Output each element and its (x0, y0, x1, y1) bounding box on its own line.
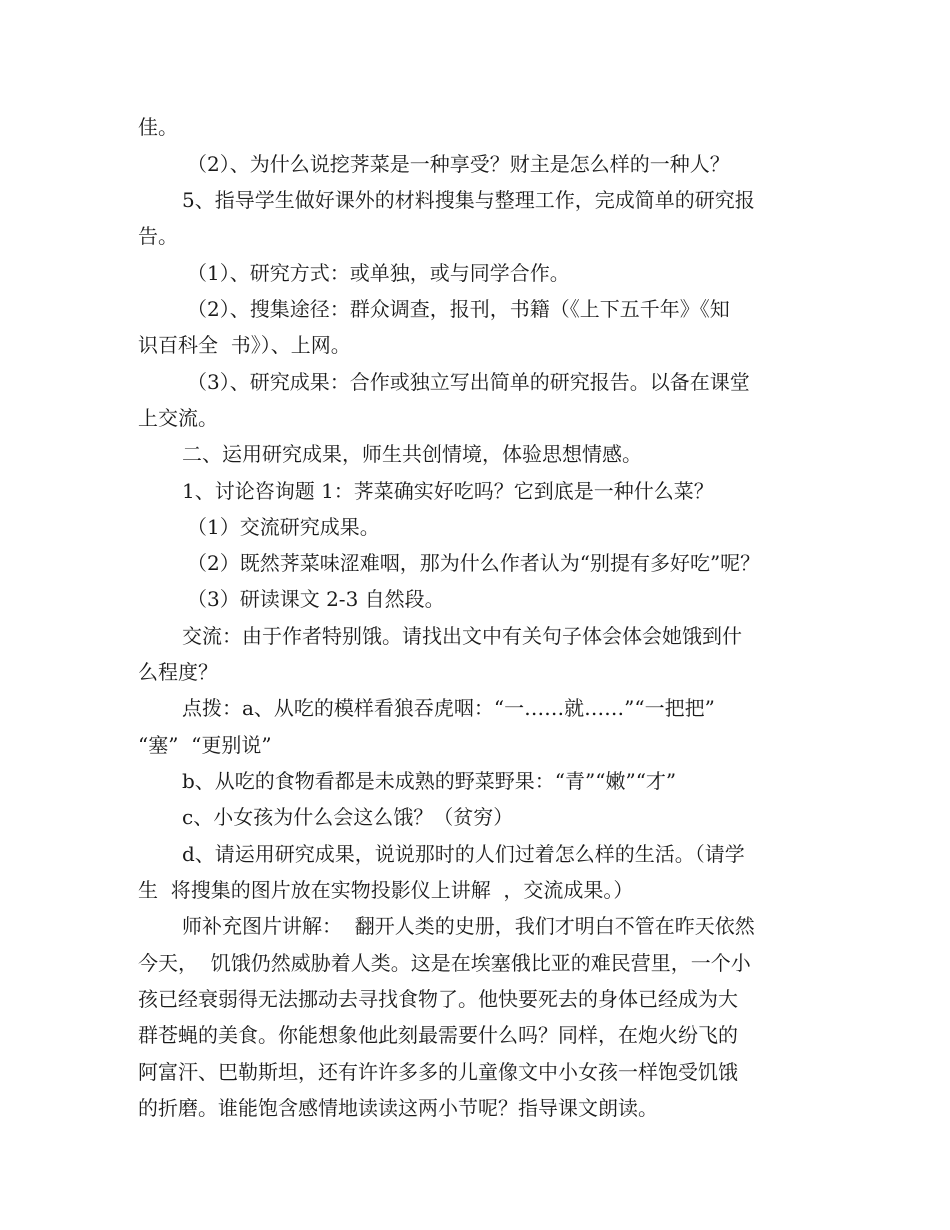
text-line: 佳。 (138, 115, 178, 139)
text-line: 5、指导学生做好课外的材料搜集与整理工作，完成简单的研究报 (182, 188, 755, 212)
text-line: b、从吃的食物看都是未成熟的野菜野果：“青”“嫩”“才” (182, 769, 677, 793)
text-line: （3）、研究成果：合作或独立写出简单的研究报告。以备在课堂 (187, 370, 750, 394)
text-line: 群苍蝇的美食。你能想象他此刻最需要什么吗？同样，在炮火纷飞的 (138, 1023, 738, 1047)
text-line: （3）研读课文 2-3 自然段。 (187, 587, 445, 611)
text-line: 二、运用研究成果，师生共创情境，体验思想情感。 (182, 442, 642, 466)
text-line: 告。 (138, 224, 178, 248)
text-line: 么程度？ (138, 660, 218, 684)
text-line: 上交流。 (138, 406, 218, 430)
text-line: （2）、搜集途径：群众调查，报刊，书籍（《上下五千年》《知 (187, 297, 730, 321)
text-line: （1）、研究方式：或单独，或与同学合作。 (187, 261, 570, 285)
text-line: 1、讨论咨询题 1：荠菜确实好吃吗？它到底是一种什么菜？ (182, 479, 714, 503)
text-line: 孩已经衰弱得无法挪动去寻找食物了。他快要死去的身体已经成为大 (138, 987, 738, 1011)
text-line: （2）既然荠菜味涩难咽，那为什么作者认为“别提有多好吃”呢？ (187, 551, 761, 575)
text-line: d、请运用研究成果，说说那时的人们过着怎么样的生活。（请学 (182, 842, 745, 866)
text-line: （2）、为什么说挖荠菜是一种享受？财主是怎么样的一种人？ (187, 152, 730, 176)
text-line: 的折磨。谁能饱含感情地读读这两小节呢？指导课文朗读。 (138, 1096, 658, 1120)
text-line: 生 将搜集的图片放在实物投影仪上讲解 ，交流成果。） (138, 878, 634, 902)
text-line: 识百科全 书》）、上网。 (138, 333, 351, 357)
text-line: 点拨：a、从吃的模样看狼吞虎咽：“一……就……”“一把把” (182, 696, 715, 720)
text-line: 师补充图片讲解： 翻开人类的史册，我们才明白不管在昨天依然 (182, 914, 755, 938)
text-line: 阿富汗、巴勒斯坦，还有许许多多的儿童像文中小女孩一样饱受饥饿 (138, 1060, 738, 1084)
text-line: （1）交流研究成果。 (187, 515, 380, 539)
text-line: 交流：由于作者特别饿。请找出文中有关句子体会体会她饿到什 (182, 624, 742, 648)
text-line: 今天， 饥饿仍然威胁着人类。这是在埃塞俄比亚的难民营里，一个小 (138, 951, 751, 975)
text-line: “塞” “更别说” (138, 733, 272, 757)
text-line: c、小女孩为什么会这么饿？（贫穷） (182, 805, 514, 829)
